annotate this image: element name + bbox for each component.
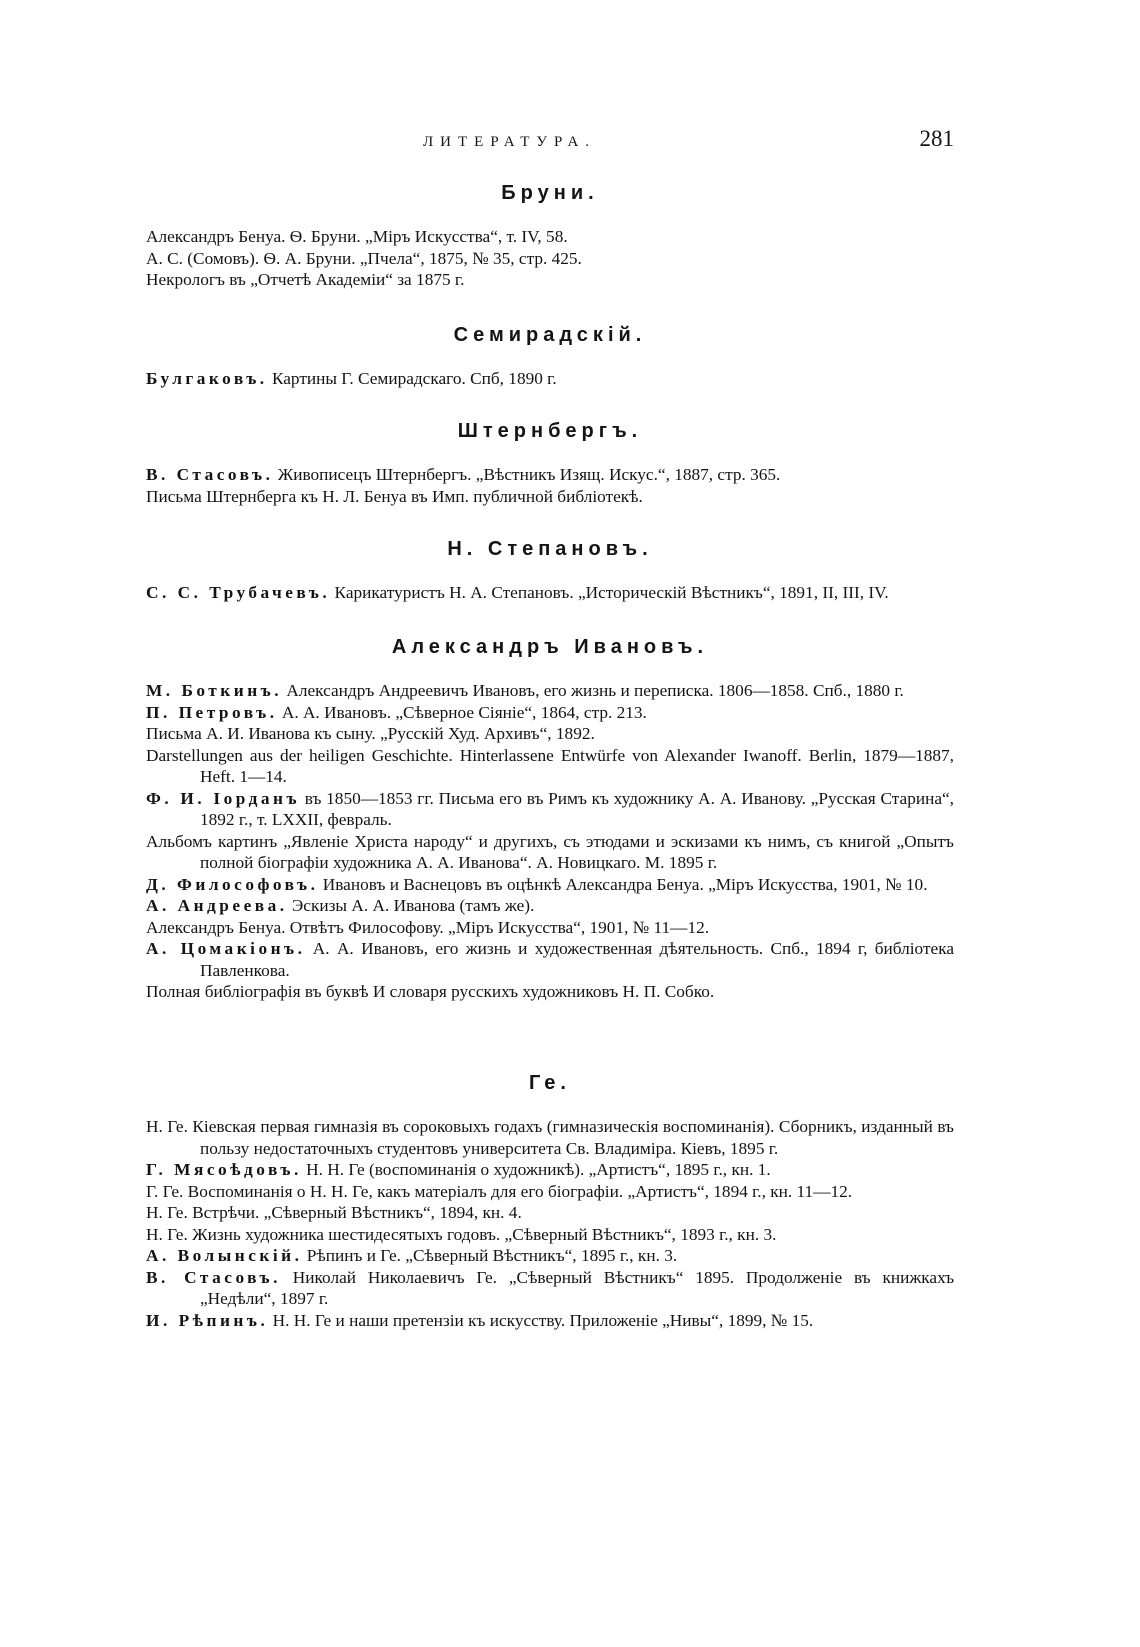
bibliography-entry [146, 680, 954, 702]
entry-text: Карикатуристъ Н. А. Степановъ. „Историческій Вѣстникъ“, 1891, II, III, IV. [330, 583, 889, 602]
section-bruni [146, 180, 954, 291]
bibliography-entry [146, 1267, 954, 1310]
bibliography-entry [146, 874, 954, 896]
bibliography-entry [146, 1181, 954, 1203]
bibliography-entry [146, 1116, 954, 1159]
bibliography-entry [146, 981, 954, 1003]
bibliography-entry [146, 723, 954, 745]
section-title: Ге. [528, 1072, 571, 1094]
entry-text: Ивановъ и Васнецовъ въ оцѣнкѣ Александра Бенуа. „Міръ Искусства, 1901, № 10. [318, 874, 928, 894]
entry-text: Darstellungen aus der heiligen Geschichte. Hinterlassene Entwürfe von Alexander Iwanoff. Berlin, 1879—1887, Heft. 1—14. [146, 745, 954, 786]
bibliography-entry [146, 938, 954, 981]
bibliography-entry [146, 831, 954, 874]
section-ivanov [146, 634, 954, 1003]
entry-text: Рѣпинъ и Ге. „Сѣверный Вѣстникъ“, 1895 г., кн. 3. [302, 1246, 678, 1265]
bibliography-entry [146, 368, 954, 390]
entry-text: Н. Ге. Жизнь художника шестидесятыхъ годовъ. „Сѣверный Вѣстникъ“, 1893 г., кн. 3. [146, 1224, 777, 1244]
bibliography-entry [146, 745, 954, 788]
bibliography-entry [146, 226, 954, 248]
entry-text: Г. Ге. Воспоминанія о Н. Н. Ге, какъ матеріалъ для его біографіи. „Артистъ“, 1894 г., кн. 11—12. [146, 1181, 853, 1201]
entry-text: А. А. Ивановъ, его жизнь и художественная дѣятельность. Спб., 1894 г, библіотека Павленкова. [200, 939, 954, 980]
section-title: Александръ Ивановъ. [391, 636, 709, 658]
entry-text: Полная библіографія въ буквѣ И словаря русскихъ художниковъ Н. П. Собко. [146, 982, 715, 1001]
bibliography-entry [146, 1245, 954, 1267]
entry-text: А. А. Ивановъ. „Сѣверное Сіяніе“, 1864, стр. 213. [277, 702, 647, 722]
bibliography-entry [146, 1159, 954, 1181]
entry-text: Александръ Андреевичъ Ивановъ, его жизнь и переписка. 1806—1858. Спб., 1880 г. [282, 681, 904, 700]
entry-text: въ 1850—1853 гг. Письма его въ Римъ къ художнику А. А. Иванову. „Русская Старина“, 1892 г., т. LXXII, февраль. [200, 788, 954, 829]
entry-text: Н. Н. Ге и наши претензіи къ искусству. Приложеніе „Нивы“, 1899, № 15. [268, 1310, 814, 1330]
entry-list [146, 680, 954, 1003]
bibliography-entry [146, 269, 954, 291]
entry-text: Николай Николаевичъ Ге. „Сѣверный Вѣстникъ“ 1895. Продолженіе въ книжкахъ „Недѣли“, 1897 г. [200, 1267, 955, 1308]
page-number: 281 [919, 126, 954, 151]
entry-text: Письма Штернберга къ Н. Л. Бенуа въ Имп. публичной библіотекѣ. [146, 486, 643, 506]
bibliography-entry [146, 1224, 954, 1246]
entry-list [146, 1116, 954, 1331]
bibliography-entry [146, 1202, 954, 1224]
entry-author: М. Боткинъ. [146, 681, 283, 700]
entry-author: А. Волынскій. [146, 1246, 303, 1265]
entry-list [146, 582, 954, 604]
section-title: Штернбергъ. [457, 420, 643, 442]
entry-text: Н. Н. Ге (воспоминанія о художникѣ). „Артистъ“, 1895 г., кн. 1. [301, 1160, 771, 1179]
bibliography-entry [146, 917, 954, 939]
book-page [146, 0, 954, 1647]
entry-text: Александръ Бенуа. Отвѣтъ Философову. „Міръ Искусства“, 1901, № 11—12. [146, 917, 710, 937]
entry-list [146, 226, 954, 291]
entry-text: Некрологъ въ „Отчетѣ Академіи“ за 1875 г. [146, 270, 465, 289]
bibliography-entry [146, 702, 954, 724]
entry-text: Альбомъ картинъ „Явленіе Христа народу“ и другихъ, съ этюдами и эскизами къ нимъ, съ книгой „Опытъ полной біографіи художника А. А. Иванова“. А. Новицкаго. М. 1895 г. [146, 831, 954, 872]
section-shternberg [146, 418, 954, 507]
section-title: Семирадскій. [453, 324, 647, 346]
running-head [146, 124, 954, 160]
entry-text: Картины Г. Семирадскаго. Спб, 1890 г. [267, 369, 557, 388]
entry-author: Д. Философовъ. [146, 874, 319, 894]
entry-author: Ф. И. Іорданъ [146, 788, 301, 808]
entry-author: И. Рѣпинъ. [146, 1310, 269, 1330]
entry-author: Булгаковъ. [146, 369, 268, 388]
bibliography-entry [146, 248, 954, 270]
bibliography-entry [146, 788, 954, 831]
section-ge [146, 1070, 954, 1331]
section-stepanov [146, 536, 954, 604]
entry-author: П. Петровъ. [146, 702, 278, 722]
bibliography-entry [146, 1310, 954, 1332]
entry-text: А. С. (Сомовъ). Ѳ. А. Бруни. „Пчела“, 1875, № 35, стр. 425. [146, 248, 582, 268]
entry-author: В. Стасовъ. [146, 465, 274, 484]
entry-text: Живописецъ Штернбергъ. „Вѣстникъ Изящ. Искус.“, 1887, стр. 365. [273, 465, 781, 484]
entry-author: А. Андреева. [146, 896, 288, 915]
entry-text: Н. Ге. Встрѣчи. „Сѣверный Вѣстникъ“, 1894, кн. 4. [146, 1203, 522, 1222]
bibliography-entry [146, 895, 954, 917]
entry-author: А. Цомакіонъ. [146, 939, 306, 958]
entry-author: В. Стасовъ. [146, 1267, 281, 1287]
bibliography-entry [146, 486, 954, 508]
entry-list [146, 464, 954, 507]
entry-author: Г. Мясоѣдовъ. [146, 1160, 302, 1179]
entry-author: С. С. Трубачевъ. [146, 583, 331, 602]
entry-list [146, 368, 954, 390]
section-title: Бруни. [501, 182, 599, 204]
bibliography-entry [146, 464, 954, 486]
entry-text: Эскизы А. А. Иванова (тамъ же). [287, 896, 535, 915]
bibliography-entry [146, 582, 954, 604]
running-title: ЛИТЕРАТУРА. [423, 134, 597, 150]
entry-text: Н. Ге. Кіевская первая гимназія въ сороковыхъ годахъ (гимназическія воспоминанія). Сборникъ, изданный въ пользу недостаточныхъ студентовъ университета Св. Владиміра. Кіевъ, 1895 г. [146, 1117, 954, 1158]
section-title: Н. Степановъ. [447, 538, 653, 560]
section-semiradsky [146, 322, 954, 390]
entry-text: Письма А. И. Иванова къ сыну. „Русскій Худ. Архивъ“, 1892. [146, 724, 595, 743]
entry-text: Александръ Бенуа. Ѳ. Бруни. „Міръ Искусства“, т. IV, 58. [146, 227, 568, 246]
